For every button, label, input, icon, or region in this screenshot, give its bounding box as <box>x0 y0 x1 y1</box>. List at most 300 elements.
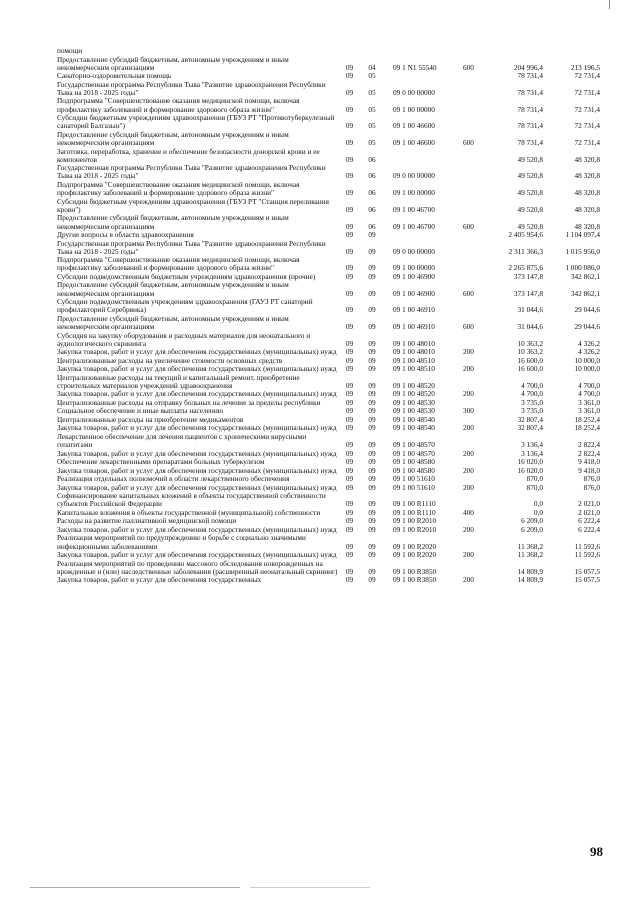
row-section: 09 <box>345 271 354 281</box>
row-name: Другие вопросы в области здравоохранения <box>57 230 194 240</box>
row-section: 09 <box>345 524 354 534</box>
row-target-article: 09 1 00 00000 <box>393 188 435 198</box>
row-target-article: 09 1 00 46700 <box>393 221 435 231</box>
row-subsection: 09 <box>368 507 376 517</box>
row-target-article <box>385 47 463 56</box>
row-amount-year2: 48 320,8 <box>574 204 600 214</box>
row-target-article: 09 1 00 48010 <box>393 347 435 357</box>
row-subsection: 09 <box>368 550 376 560</box>
row-name: Подпрограмма "Совершенствование оказания медицинской помощи, включая профилактику заболеваний и формирование здорового образа жизни" <box>57 179 300 198</box>
table-row <box>57 131 600 148</box>
row-name: Софинансирование капитальных вложений в объекты государственной собственности субъектов Российской Федерации <box>57 491 326 509</box>
row-section: 09 <box>345 62 354 72</box>
row-target-article: 09 1 00 48530 <box>393 397 435 407</box>
row-section: 09 <box>345 338 354 348</box>
row-name: Предоставление субсидий бюджетным, автономным учреждениям и иным некоммерческим организациям <box>57 313 289 332</box>
row-subsection: 05 <box>368 104 376 114</box>
row-amount-year2: 342 862,1 <box>570 288 600 298</box>
row-amount-year2: 48 320,8 <box>574 221 600 231</box>
row-section: 09 <box>345 355 354 365</box>
row-expense-type <box>463 81 486 98</box>
row-amount-year1: 3 735,0 <box>521 397 543 407</box>
row-amount-year1 <box>486 47 543 56</box>
row-amount-year2: 1 104 097,4 <box>565 230 600 240</box>
row-target-article: 09 1 00 R2010 <box>393 516 437 526</box>
row-expense-type: 200 <box>463 524 474 534</box>
row-section: 09 <box>345 406 354 416</box>
row-amount-year2: 2 822,4 <box>578 448 600 458</box>
row-amount-year2: 18 252,4 <box>574 414 600 424</box>
row-subsection: 04 <box>368 62 376 72</box>
row-amount-year1: 6 209,0 <box>521 524 543 534</box>
row-amount-year1: 10 363,2 <box>517 347 543 357</box>
row-amount-year1: 49 520,8 <box>517 171 543 181</box>
row-amount-year2: 9 418,0 <box>578 465 600 475</box>
row-amount-year1: 49 520,8 <box>517 188 543 198</box>
row-section: 09 <box>345 541 354 551</box>
row-section: 09 <box>345 414 354 424</box>
row-target-article: 09 1 00 R1110 <box>393 507 436 517</box>
row-subsection: 09 <box>368 482 376 492</box>
row-expense-type: 600 <box>463 288 474 298</box>
row-section: 09 <box>345 263 354 273</box>
row-expense-type <box>463 492 486 509</box>
row-subsection: 09 <box>368 516 376 526</box>
row-name: Лекарственное обеспечение для лечения пациентов с хроническими вирусными гепатитами <box>57 431 307 450</box>
row-target-article: 09 1 00 48510 <box>393 355 435 365</box>
row-section: 09 <box>345 575 354 585</box>
table-row <box>57 114 600 131</box>
row-section: 09 <box>345 507 354 517</box>
row-expense-type: 200 <box>463 465 474 475</box>
row-target-article: 09 1 00 48530 <box>393 406 435 416</box>
row-amount-year1: 78 731,4 <box>517 87 543 97</box>
row-amount-year1: 49 520,8 <box>517 221 543 231</box>
row-section: 09 <box>345 457 354 467</box>
row-expense-type: 200 <box>463 347 474 357</box>
row-expense-type: 200 <box>463 364 474 374</box>
row-section: 09 <box>345 305 354 315</box>
row-amount-year1: 16 020,0 <box>517 465 543 475</box>
row-amount-year2: 1 015 956,0 <box>565 246 600 256</box>
row-subsection: 09 <box>368 541 376 551</box>
row-amount-year2: 10 000,0 <box>574 355 600 365</box>
row-target-article: 09 1 00 00000 <box>393 263 435 273</box>
row-subsection: 09 <box>368 499 376 509</box>
table-row <box>57 492 600 509</box>
row-expense-type <box>463 374 486 391</box>
row-amount-year1: 2 405 954,6 <box>508 230 543 240</box>
row-target-article: 09 1 00 46910 <box>393 305 435 315</box>
row-expense-type: 200 <box>463 482 474 492</box>
row-amount-year2: 3 361,0 <box>578 406 600 416</box>
row-amount-year2: 3 361,0 <box>578 397 600 407</box>
row-section: 09 <box>345 154 354 164</box>
row-expense-type <box>463 433 486 450</box>
row-expense-type <box>463 273 486 282</box>
footer-rule-secondary <box>250 887 370 888</box>
row-target-article: 09 1 00 48570 <box>393 440 435 450</box>
table-row <box>57 315 600 332</box>
row-target-article: 09 1 00 48580 <box>393 457 435 467</box>
row-section <box>340 47 359 56</box>
row-expense-type <box>463 231 486 240</box>
table-row <box>57 214 600 231</box>
row-amount-year1: 0,0 <box>533 507 543 517</box>
row-name: Государственная программа Республики Тыва "Развитие здравоохранения Республики Тыва на 2018 - 2025 годы" <box>57 238 326 256</box>
edge-mark <box>609 0 610 9</box>
row-section: 09 <box>345 448 354 458</box>
row-expense-type <box>463 97 486 114</box>
row-subsection: 09 <box>368 575 376 585</box>
row-subsection: 09 <box>368 364 376 374</box>
row-target-article: 09 1 00 51610 <box>393 482 435 492</box>
row-amount-year2: 15 057,5 <box>574 575 600 585</box>
row-section: 09 <box>345 87 354 97</box>
row-name: Реализация мероприятий по предупреждению и борьбе с социально значимыми инфекционными заболеваниями <box>57 533 306 551</box>
row-target-article: 09 1 N1 55540 <box>393 62 437 72</box>
row-amount-year1: 2 311 366,3 <box>508 246 543 256</box>
row-expense-type: 200 <box>463 448 474 458</box>
row-subsection: 06 <box>368 221 376 231</box>
row-target-article: 09 1 00 46900 <box>393 271 435 281</box>
row-amount-year1: 3 136,4 <box>521 440 543 450</box>
row-section: 09 <box>345 499 354 509</box>
row-subsection: 09 <box>368 288 376 298</box>
row-amount-year1: 4 700,0 <box>521 389 543 399</box>
row-section: 09 <box>345 566 354 576</box>
row-amount-year1: 870,0 <box>526 482 543 492</box>
row-name: Заготовка, переработка, хранение и обеспечение безопасности донорской крови и ее компонентов <box>57 146 320 164</box>
row-expense-type: 200 <box>463 575 474 585</box>
row-amount-year1: 78 731,4 <box>517 121 543 131</box>
row-amount-year2: 1 000 086,0 <box>565 263 600 273</box>
row-name: Капитальные вложения в объекты государственной (муниципальной) собственности <box>57 507 321 517</box>
row-section: 09 <box>345 380 354 390</box>
row-name: Закупка товаров, работ и услуг для обеспечения государственных (муниципальных) нужд <box>57 364 337 374</box>
row-amount-year2: 72 731,4 <box>574 138 600 148</box>
row-expense-type <box>463 534 486 551</box>
row-amount-year1: 31 044,6 <box>517 322 543 332</box>
row-section: 09 <box>345 288 354 298</box>
row-name: Санаторно-оздоровительная помощь <box>57 71 172 81</box>
row-section: 09 <box>345 465 354 475</box>
row-target-article <box>385 231 463 240</box>
row-target-article: 09 1 00 48520 <box>393 380 435 390</box>
row-name: Закупка товаров, работ и услуг для обеспечения государственных (муниципальных) нужд <box>57 347 337 357</box>
row-subsection: 09 <box>368 389 376 399</box>
row-amount-year1: 870,0 <box>526 474 543 484</box>
row-target-article: 09 0 00 00000 <box>393 87 435 97</box>
row-expense-type <box>463 148 486 165</box>
row-name: Подпрограмма "Совершенствование оказания медицинской помощи, включая профилактику заболеваний и формирование здорового образа жизни" <box>57 255 300 273</box>
row-expense-type: 600 <box>463 221 474 231</box>
row-amount-year2: 11 592,6 <box>574 550 600 560</box>
row-section: 09 <box>345 71 354 81</box>
row-subsection: 09 <box>368 524 376 534</box>
row-amount-year2: 48 320,8 <box>574 154 600 164</box>
row-subsection: 09 <box>368 263 376 273</box>
row-section: 09 <box>345 171 354 181</box>
row-amount-year1: 10 363,2 <box>517 338 543 348</box>
row-amount-year2 <box>543 47 600 56</box>
row-subsection: 09 <box>368 414 376 424</box>
row-target-article: 09 1 00 R3850 <box>393 575 437 585</box>
row-subsection: 09 <box>368 230 376 240</box>
row-section: 09 <box>345 474 354 484</box>
row-name: Подпрограмма "Совершенствование оказания медицинской помощи, включая профилактику заболеваний и формирование здорового образа жизни" <box>57 96 300 114</box>
row-subsection: 06 <box>368 204 376 214</box>
row-amount-year2: 15 057,5 <box>574 566 600 576</box>
table-row <box>57 298 600 315</box>
row-name: Расходы на развитие паллиативной медицинской помощи <box>57 516 237 526</box>
row-target-article: 09 1 00 48540 <box>393 414 435 424</box>
row-amount-year2: 876,0 <box>583 482 600 492</box>
row-name: Государственная программа Республики Тыва "Развитие здравоохранения Республики Тыва на 2018 - 2025 годы" <box>57 163 326 181</box>
row-expense-type: 200 <box>463 550 474 560</box>
row-name: Реализация отдельных полномочий в области лекарственного обеспечения <box>57 474 290 484</box>
table-row <box>57 281 600 298</box>
row-target-article: 09 1 00 46700 <box>393 204 435 214</box>
row-amount-year1: 0,0 <box>533 499 543 509</box>
row-expense-type <box>463 198 486 215</box>
row-amount-year2: 342 862,1 <box>570 271 600 281</box>
row-subsection: 05 <box>368 121 376 131</box>
table-row <box>57 256 600 273</box>
table-row <box>57 576 600 585</box>
row-subsection: 06 <box>368 154 376 164</box>
row-name: Субсидии бюджетным учреждениям здравоохранения (ГБУЗ РТ "Станция переливания крови") <box>57 196 329 214</box>
table-row <box>57 534 600 551</box>
row-amount-year2: 72 731,4 <box>574 121 600 131</box>
row-subsection: 09 <box>368 380 376 390</box>
row-subsection: 09 <box>368 397 376 407</box>
row-section: 09 <box>345 347 354 357</box>
row-amount-year2: 48 320,8 <box>574 171 600 181</box>
row-subsection: 09 <box>368 457 376 467</box>
budget-table <box>57 47 600 585</box>
row-target-article: 09 1 00 R2020 <box>393 550 437 560</box>
row-subsection: 09 <box>368 338 376 348</box>
row-amount-year2: 6 222,4 <box>578 524 600 534</box>
row-expense-type <box>463 240 486 257</box>
row-target-article: 09 1 00 46910 <box>393 322 435 332</box>
row-subsection: 09 <box>368 440 376 450</box>
row-amount-year2: 6 222,4 <box>578 516 600 526</box>
table-row <box>57 81 600 98</box>
row-name: Социальное обеспечение и иные выплаты населению <box>57 406 224 416</box>
row-target-article: 09 1 00 R3850 <box>393 566 437 576</box>
row-amount-year1: 16 600,0 <box>517 364 543 374</box>
row-amount-year1: 16 020,0 <box>517 457 543 467</box>
row-expense-type <box>463 47 486 56</box>
row-target-article: 09 1 00 00000 <box>393 104 435 114</box>
row-section: 09 <box>345 516 354 526</box>
row-amount-year1: 78 731,4 <box>517 104 543 114</box>
row-target-article: 09 1 00 R2020 <box>393 541 437 551</box>
row-amount-year1: 373 147,8 <box>513 271 543 281</box>
row-amount-year1: 6 209,0 <box>521 516 543 526</box>
row-section: 09 <box>345 440 354 450</box>
row-name: Закупка товаров, работ и услуг для обеспечения государственных <box>57 575 262 585</box>
row-name: Субсидия на закупку оборудования и расходных материалов для неонатального и аудиологического скрининга <box>57 330 311 348</box>
table-row <box>57 148 600 165</box>
row-subsection: 05 <box>368 87 376 97</box>
footer-rule <box>30 887 240 888</box>
row-expense-type <box>463 181 486 198</box>
row-expense-type <box>463 560 486 577</box>
row-subsection: 09 <box>368 566 376 576</box>
row-amount-year1: 4 700,0 <box>521 380 543 390</box>
row-expense-type: 400 <box>463 507 474 517</box>
row-name: Закупка товаров, работ и услуг для обеспечения государственных (муниципальных) нужд <box>57 423 337 433</box>
table-row <box>57 56 600 73</box>
row-subsection: 05 <box>368 138 376 148</box>
row-subsection: 09 <box>368 347 376 357</box>
row-name: Обеспечение лекарственными препаратами больных туберкулезом <box>57 457 265 467</box>
row-name: Реализация мероприятий по проведению массового обследования новорожденных на врожденные и (или) наследственные заболевания (расширенный неонатальный скрининг) <box>57 558 338 576</box>
row-subsection: 09 <box>368 355 376 365</box>
table-row <box>57 198 600 215</box>
row-subsection: 09 <box>368 271 376 281</box>
row-section: 09 <box>345 397 354 407</box>
row-subsection: 09 <box>368 474 376 484</box>
row-expense-type <box>463 332 486 349</box>
row-amount-year1: 14 809,9 <box>517 566 543 576</box>
row-section: 09 <box>345 389 354 399</box>
row-target-article: 09 1 00 48580 <box>393 465 435 475</box>
row-name: Централизованные расходы на текущий и капитальный ремонт, приобретение строительных материалов учреждений здравоохранения <box>57 372 300 390</box>
row-expense-type <box>463 164 486 181</box>
row-name: Централизованные расходы на увеличение стоимости основных средств <box>57 355 283 365</box>
row-amount-year1: 204 996,4 <box>513 62 543 72</box>
row-amount-year1: 32 807,4 <box>517 423 543 433</box>
table-row <box>57 332 600 349</box>
table-row <box>57 240 600 257</box>
row-section: 09 <box>345 322 354 332</box>
row-amount-year1: 3 136,4 <box>521 448 543 458</box>
row-expense-type: 600 <box>463 62 474 72</box>
row-target-article <box>385 148 463 165</box>
row-name: Субсидии бюджетным учреждениям здравоохранения (ГБУЗ РТ "Противотуберкулезный санаторий Балгазын") <box>57 113 335 131</box>
row-section: 09 <box>345 230 354 240</box>
row-amount-year1: 16 600,0 <box>517 355 543 365</box>
row-section: 09 <box>345 364 354 374</box>
row-expense-type <box>463 298 486 315</box>
row-amount-year2: 18 252,4 <box>574 423 600 433</box>
budget-table-body <box>57 47 600 585</box>
row-subsection: 05 <box>368 71 376 81</box>
row-name: Централизованные расходы на отправку больных на лечение за пределы республики <box>57 397 321 407</box>
row-amount-year1: 14 809,9 <box>517 575 543 585</box>
row-target-article: 09 1 00 46600 <box>393 121 435 131</box>
row-section: 09 <box>345 246 354 256</box>
row-amount-year2: 213 196,5 <box>570 62 600 72</box>
row-expense-type <box>463 114 486 131</box>
row-amount-year2: 29 044,6 <box>574 305 600 315</box>
row-subsection: 09 <box>368 246 376 256</box>
row-amount-year2: 11 592,6 <box>574 541 600 551</box>
row-name: Предоставление субсидий бюджетным, автономным учреждениям и иным некоммерческим организациям <box>57 280 289 298</box>
row-name: Государственная программа Республики Тыва "Развитие здравоохранения Республики Тыва на 2018 - 2025 годы" <box>57 79 326 97</box>
row-amount-year2: 2 822,4 <box>578 440 600 450</box>
row-expense-type <box>463 256 486 273</box>
row-amount-year2: 72 731,4 <box>574 104 600 114</box>
row-subsection: 09 <box>368 448 376 458</box>
row-target-article: 09 0 00 00000 <box>393 171 435 181</box>
row-section: 09 <box>345 204 354 214</box>
row-section: 09 <box>345 121 354 131</box>
row-subsection: 09 <box>368 305 376 315</box>
row-amount-year2: 9 418,0 <box>578 457 600 467</box>
row-section: 09 <box>345 482 354 492</box>
row-section: 09 <box>345 423 354 433</box>
row-amount-year2: 4 326,2 <box>578 347 600 357</box>
row-target-article: 09 0 00 00000 <box>393 246 435 256</box>
row-amount-year2: 72 731,4 <box>574 87 600 97</box>
row-section: 09 <box>345 188 354 198</box>
row-name: Закупка товаров, работ и услуг для обеспечения государственных (муниципальных) нужд <box>57 389 337 399</box>
row-target-article: 09 1 00 R1110 <box>393 499 436 509</box>
row-target-article: 09 1 00 48540 <box>393 423 435 433</box>
row-amount-year1: 32 807,4 <box>517 414 543 424</box>
row-subsection <box>359 47 385 56</box>
row-expense-type: 600 <box>463 138 474 148</box>
row-target-article: 09 1 00 46900 <box>393 288 435 298</box>
row-expense-type <box>463 72 486 81</box>
row-name: Закупка товаров, работ и услуг для обеспечения государственных (муниципальных) нужд <box>57 524 337 534</box>
row-expense-type: 600 <box>463 322 474 332</box>
row-amount-year2: 2 021,0 <box>578 499 600 509</box>
row-target-article <box>385 72 463 81</box>
row-amount-year1: 11 368,2 <box>517 550 543 560</box>
row-name: Предоставление субсидий бюджетным, автономным учреждениям и иным некоммерческим организациям <box>57 129 289 148</box>
row-expense-type: 200 <box>463 389 474 399</box>
row-target-article: 09 1 00 R2010 <box>393 524 437 534</box>
row-name: помощи <box>57 46 83 55</box>
row-section: 09 <box>345 221 354 231</box>
table-row <box>57 560 600 577</box>
row-expense-type: 300 <box>463 406 474 416</box>
row-target-article: 09 1 00 48010 <box>393 338 435 348</box>
row-name: Централизованные расходы на приобретение медикаментов <box>57 414 244 424</box>
row-name: Закупка товаров, работ и услуг для обеспечения государственных (муниципальных) нужд <box>57 465 337 475</box>
row-subsection: 09 <box>368 406 376 416</box>
row-amount-year1: 49 520,8 <box>517 154 543 164</box>
row-amount-year1: 3 735,0 <box>521 406 543 416</box>
row-name: Предоставление субсидий бюджетным, автономным учреждениям и иным некоммерческим организациям <box>57 54 289 72</box>
row-target-article: 09 1 00 48510 <box>393 364 435 374</box>
row-section: 09 <box>345 550 354 560</box>
page-number: 98 <box>590 844 603 859</box>
row-amount-year1: 49 520,8 <box>517 204 543 214</box>
row-amount-year2: 4 326,2 <box>578 338 600 348</box>
row-amount-year2: 10 000,0 <box>574 364 600 374</box>
row-subsection: 06 <box>368 171 376 181</box>
table-row <box>57 164 600 181</box>
row-target-article: 09 1 00 48520 <box>393 389 435 399</box>
row-amount-year1: 373 147,8 <box>513 288 543 298</box>
row-amount-year1: 31 044,6 <box>517 305 543 315</box>
row-amount-year2: 876,0 <box>583 474 600 484</box>
table-row <box>57 97 600 114</box>
row-name: Закупка товаров, работ и услуг для обеспечения государственных (муниципальных) нужд <box>57 448 337 458</box>
row-amount-year2: 72 731,4 <box>574 71 600 81</box>
row-name: Закупка товаров, работ и услуг для обеспечения государственных (муниципальных) нужд <box>57 550 337 560</box>
row-name: Предоставление субсидий бюджетным, автономным учреждениям и иным некоммерческим организациям <box>57 213 289 231</box>
row-name: Закупка товаров, работ и услуг для обеспечения государственных (муниципальных) нужд <box>57 482 337 492</box>
table-row <box>57 181 600 198</box>
